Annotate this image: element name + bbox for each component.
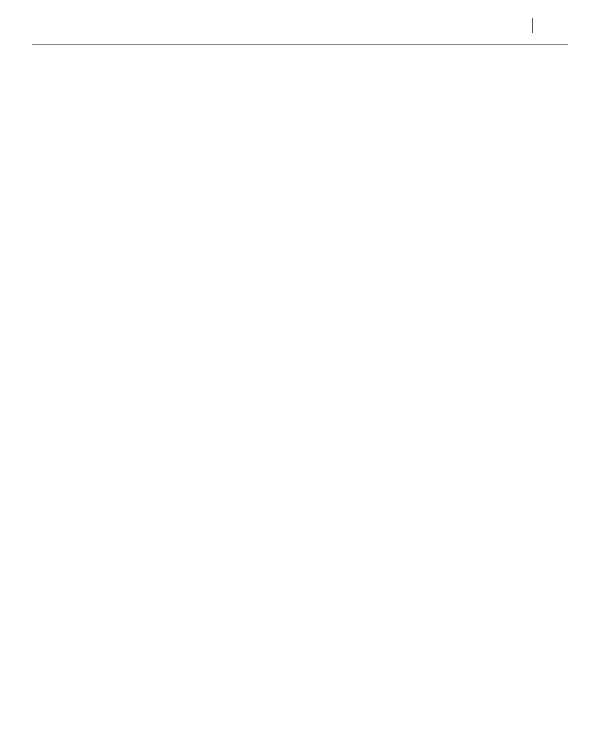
header-separator [532, 18, 533, 33]
running-header [521, 18, 542, 33]
header-rule [32, 44, 568, 45]
